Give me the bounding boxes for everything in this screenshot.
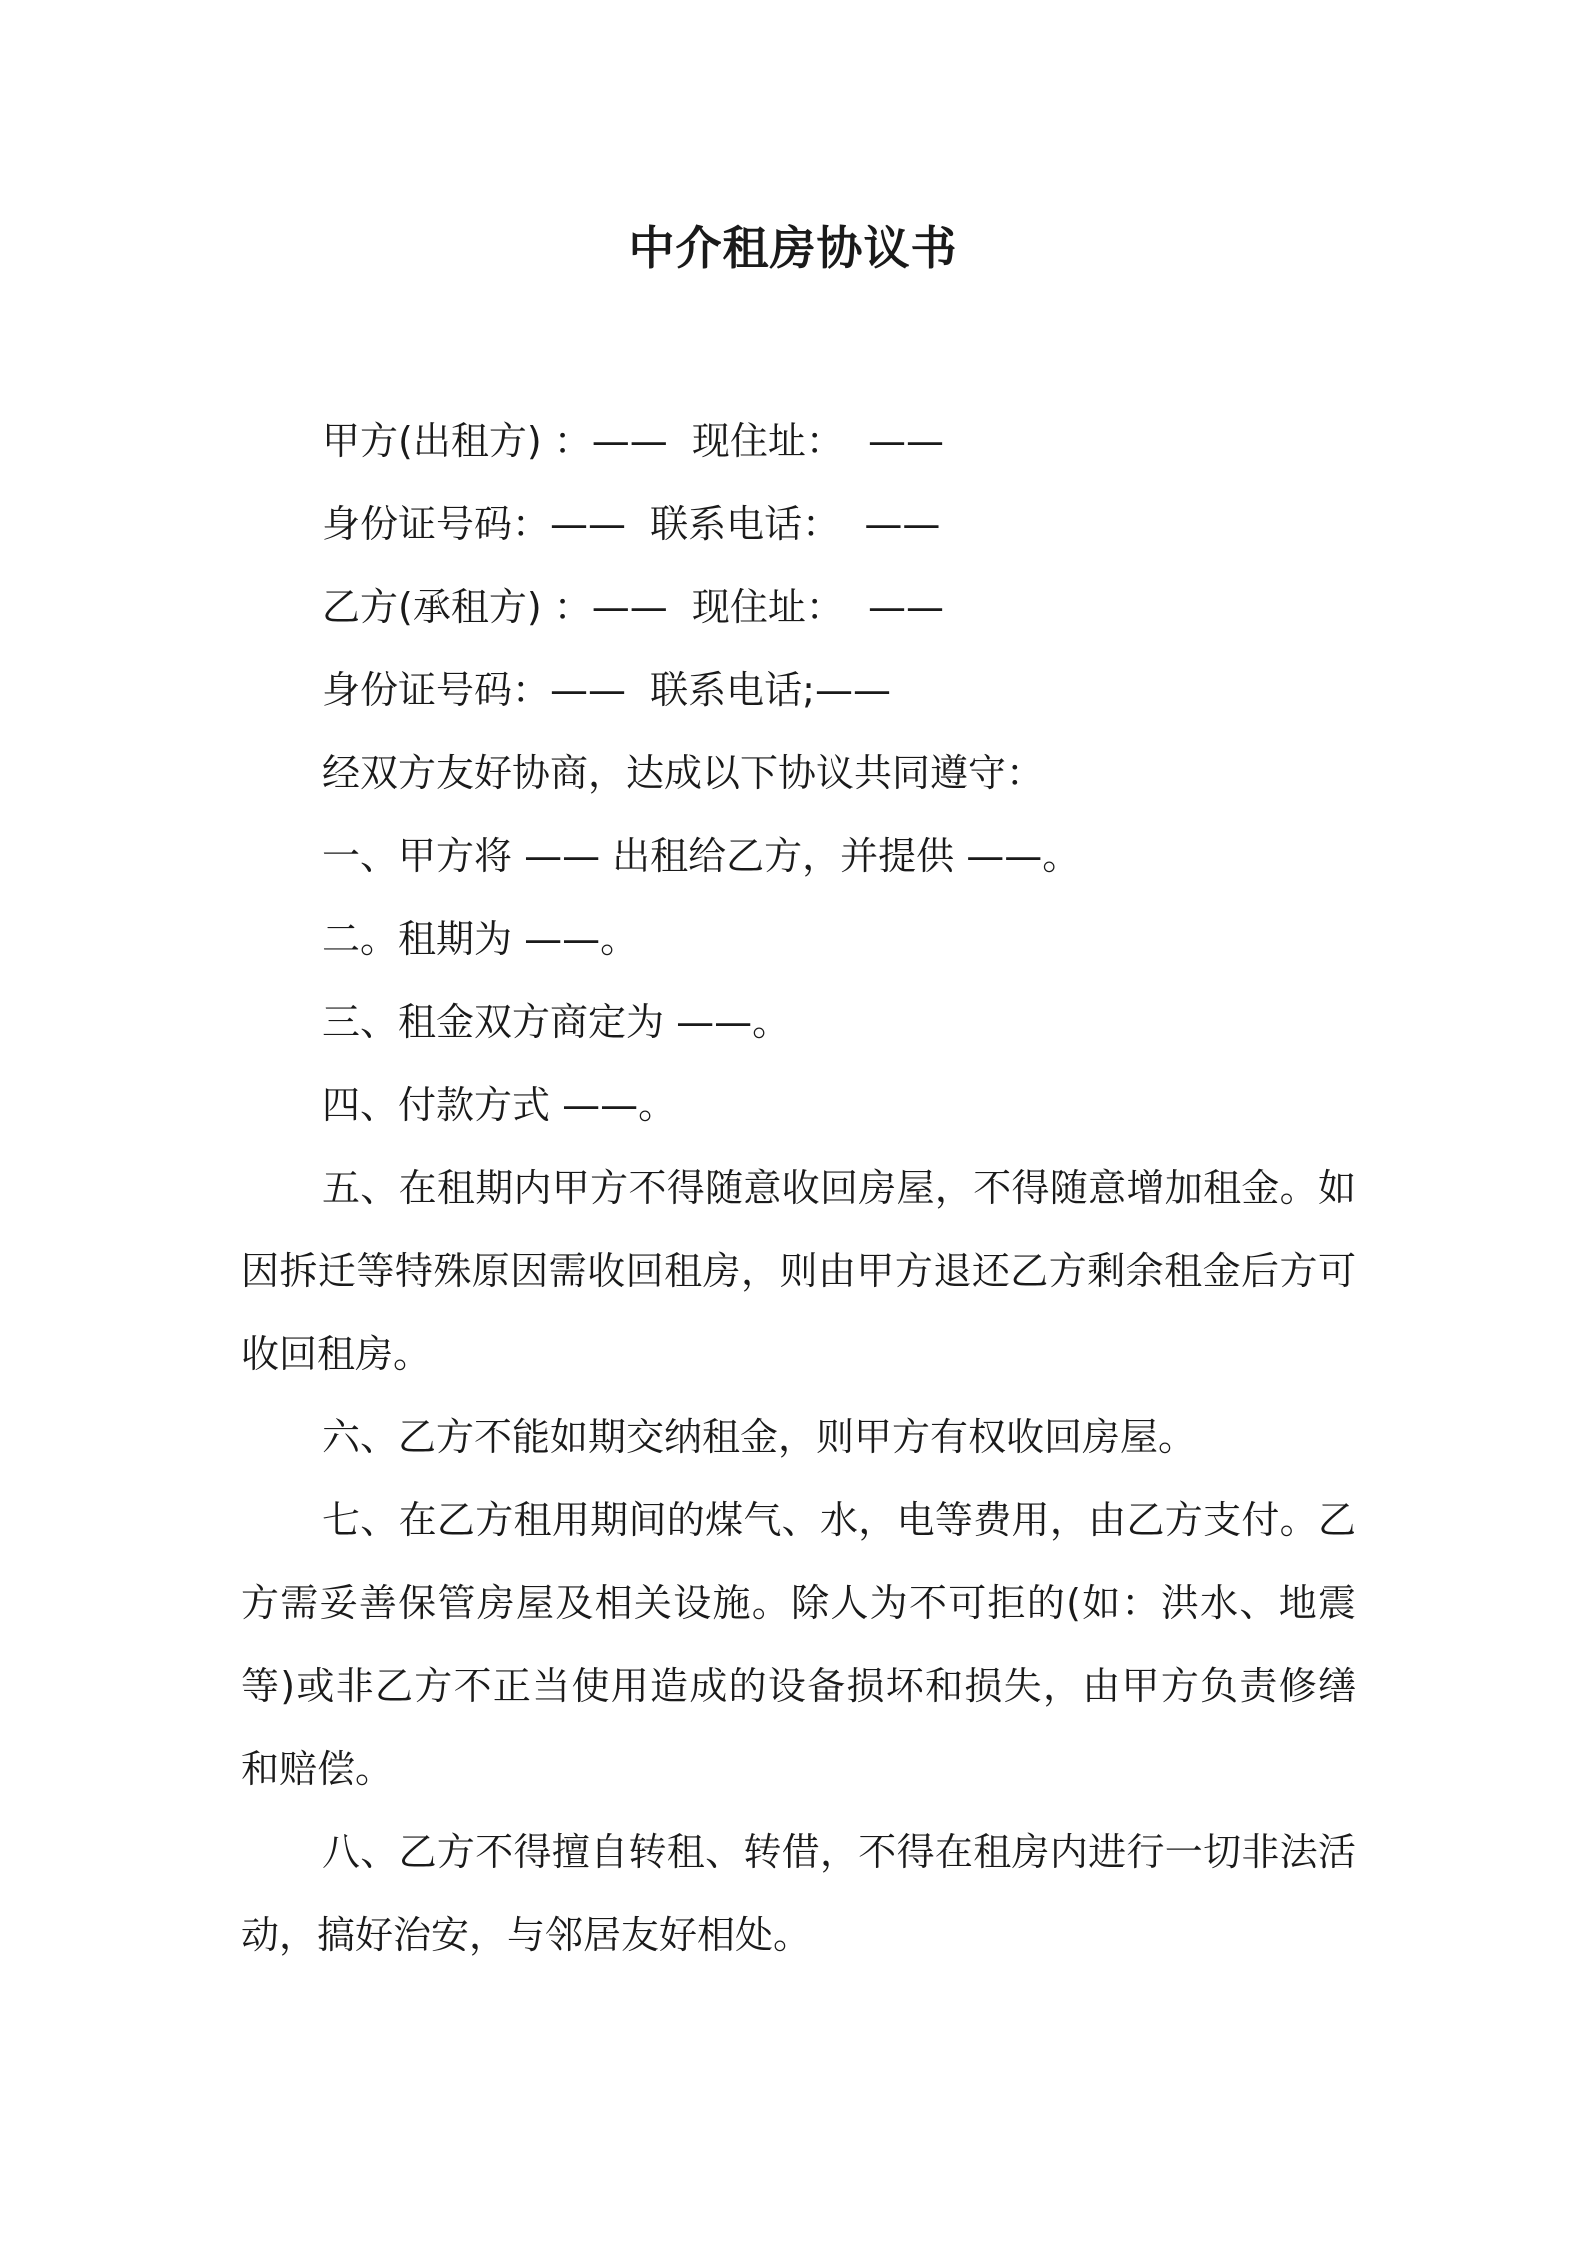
party-a-id-phone: 身份证号码：—— 联系电话： —— — [322, 502, 941, 546]
clause-8: 八、乙方不得擅自转租、转借，不得在租房内进行一切非法活动，搞好治安，与邻居友好相处。 — [241, 1830, 1356, 1957]
clause-1: 一、甲方将 —— 出租给乙方，并提供 ——。 — [322, 834, 1081, 878]
document-body — [241, 400, 1356, 1977]
clause-2: 二。租期为 ——。 — [322, 917, 639, 961]
clause-6: 六、乙方不能如期交纳租金，则甲方有权收回房屋。 — [322, 1415, 1197, 1459]
clause-7: 七、在乙方租用期间的煤气、水，电等费用，由乙方支付。乙方需妥善保管房屋及相关设施。除人为不可拒的(如：洪水、地震等)或非乙方不正当使用造成的设备损坏和损失，由甲方负责修缮和赔偿。 — [241, 1498, 1356, 1791]
agreement-intro: 经双方友好协商，达成以下协议共同遵守： — [322, 751, 1045, 795]
party-b-info: 乙方(承租方) ：—— 现住址： —— — [322, 585, 945, 629]
party-b-id-phone: 身份证号码：—— 联系电话;—— — [322, 668, 891, 712]
document-title: 中介租房协议书 — [628, 221, 958, 275]
party-a-info: 甲方(出租方) ：—— 现住址： —— — [322, 419, 945, 463]
clause-3: 三、租金双方商定为 ——。 — [322, 1000, 791, 1044]
clause-5: 五、在租期内甲方不得随意收回房屋，不得随意增加租金。如因拆迁等特殊原因需收回租房，则由甲方退还乙方剩余租金后方可收回租房。 — [241, 1166, 1356, 1376]
clause-4: 四、付款方式 ——。 — [322, 1083, 677, 1127]
